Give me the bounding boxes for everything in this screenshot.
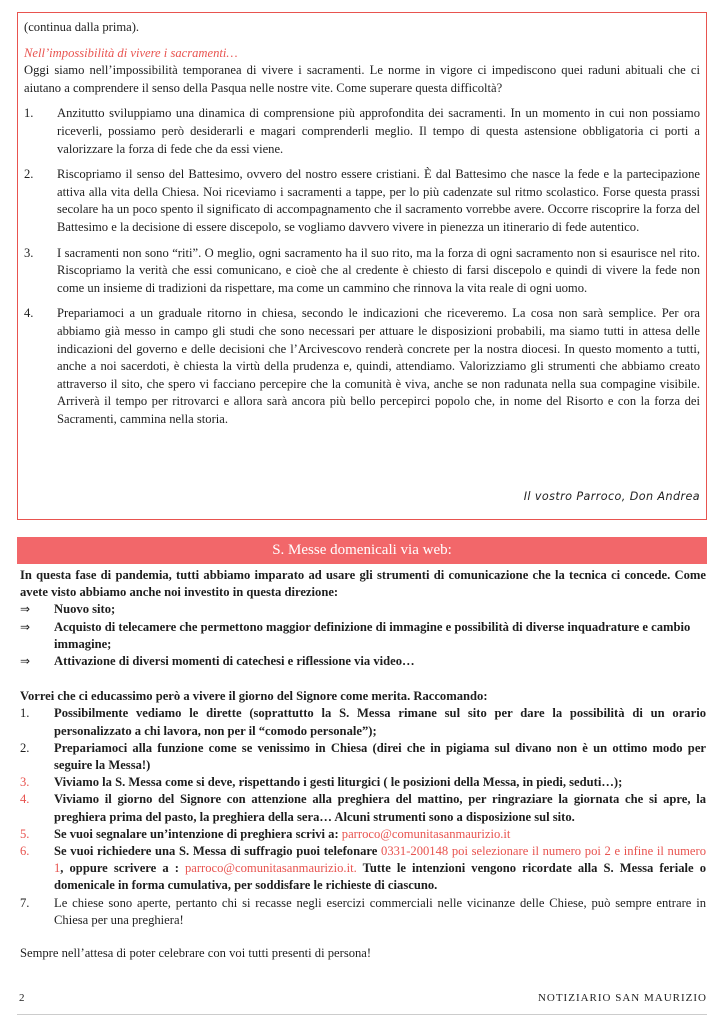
web-masses-banner: S. Messe domenicali via web: <box>17 537 707 564</box>
point-text: I sacramenti non sono “riti”. O meglio, ogni sacramento ha il suo rito, ma la forza di ogni sacramento non si esaurisce nel rito. Riscopriamo la verità che essi comunicano, e cioè che al credente è chiesto di farsi discepolo e quindi di vivere la fede non come un insieme di tradizioni da rispettare, ma come un cammino che rinnova la vita reale di ogni uomo. <box>57 245 700 295</box>
article-point <box>24 105 700 158</box>
rec-number: 1. <box>20 706 30 721</box>
rec-text: Prepariamoci alla funzione come se venissimo in Chiesa (direi che in pigiama sul divano non è un ottimo modo per seguire la Messa!) <box>54 740 706 773</box>
investments-list <box>20 601 706 670</box>
web-masses-section <box>20 567 706 962</box>
recommend-intro: Vorrei che ci educassimo però a vivere il giorno del Signore come merita. Raccomando: <box>20 689 488 704</box>
point-number: 4. <box>24 306 34 321</box>
rec-number: 6. <box>20 844 30 859</box>
point-text: Riscopriamo il senso del Battesimo, ovvero del nostro essere cristiani. È dal Battesimo che nasce la fede e la partecipazione attiva alla vita della Chiesa. Noi riceviamo i sacramenti a tappe, per lo più cadenzate sul ritmo scolastico. Forse questa prassi secolare ha un poco spento il significato di accompagnamento che il sacramento vorrebbe avere. Occorre riscoprire la forza del Battesimo e la decisione di essere discepolo, se vogliamo davvero vivere in pienezza un itinerario di fede autentico. <box>57 167 700 234</box>
footer-divider <box>17 1014 707 1015</box>
recommendation-item <box>20 791 706 825</box>
rec-text: Tutte le intenzioni vengono ricordate alla S. Messa feriale o domenicale in forma cumulativa, per soddisfare le richieste di ciascuno. <box>54 861 707 893</box>
point-text: Prepariamoci a un graduale ritorno in chiesa, secondo le indicazioni che riceveremo. La cosa non sarà semplice. Per ora abbiamo già messo in campo gli studi che sono necessari per attuare le disposizioni probabili, ma siamo tutti in attesa delle indicazioni del governo e delle decisioni che l’Arcivescovo renderà concrete per la nostra diocesi. In questo momento a tutti, anche a noi sacerdoti, è chiesta la virtù della prudenza e, quindi, attendiamo. Valorizziamo gli strumenti che abbiamo creato attraverso il sito, che spero vi facciano percepire che la comunità è viva, anche se non radunata nella sua compagine visibile. Arriverà il tempo per ritrovarci e allora sarà ancora più bello percepirci popolo che, in nome del Risorto e con la forza dei Sacramenti, cammina nella storia. <box>57 306 700 426</box>
recommendations-list <box>20 705 706 929</box>
mass-email-link[interactable]: parroco@comunitasanmaurizio.it. <box>184 861 357 876</box>
investment-item <box>20 619 706 653</box>
article-point <box>24 245 700 298</box>
rec-number: 3. <box>20 775 30 790</box>
investment-text: Attivazione di diversi momenti di catechesi e riflessione via video… <box>54 654 415 669</box>
rec-text: Viviamo la S. Messa come si deve, rispettando i gesti liturgici ( le posizioni della Messa, in piedi, seduti…); <box>54 775 623 790</box>
rec-number: 5. <box>20 826 30 841</box>
right-double-arrow-icon: ⇒ <box>20 602 31 617</box>
point-number: 3. <box>24 245 34 260</box>
rec-number: 4. <box>20 792 30 807</box>
article-point <box>24 166 700 236</box>
closing-line: Sempre nell’attesa di poter celebrare con voi tutti presenti di persona! <box>20 946 372 961</box>
rec-text: Le chiese sono aperte, pertanto chi si recasse negli esercizi commerciali nelle vicinanze delle Chiese, può sempre entrare in Chiesa per una preghiera! <box>54 895 706 927</box>
article-points <box>24 105 700 428</box>
investment-item <box>20 653 706 670</box>
rec-text: , oppure scrivere a : <box>60 861 185 876</box>
recommendation-item <box>20 774 706 791</box>
rec-number: 7. <box>20 895 30 910</box>
right-double-arrow-icon: ⇒ <box>20 654 31 669</box>
recommendation-item <box>20 843 706 895</box>
article-intro: Oggi siamo nell’impossibilità temporanea di vivere i sacramenti. Le norme in vigore ci impediscono quei raduni abituali che ci aiutano a comprendere il senso della Pasqua nelle nostre vite. Come superare questa difficoltà? <box>24 63 700 95</box>
recommendation-item <box>20 826 706 843</box>
recommendation-item <box>20 895 706 929</box>
page-number: 2 <box>19 992 25 1004</box>
rec-text: Possibilmente vediamo le dirette (soprattutto la S. Messa rimane sul sito per dare la possibilità di un orario personalizzato a chi lavora, non per il “comodo personale”); <box>54 706 706 738</box>
continuation-note: (continua dalla prima). <box>24 20 140 34</box>
article-point <box>24 305 700 428</box>
point-number: 2. <box>24 167 34 182</box>
point-text: Anzitutto sviluppiamo una dinamica di comprensione più approfondita dei sacramenti. In un momento in cui non possiamo riceverli, possiamo però desiderarli e magari comprenderli meglio. Il tempo di questa astensione obbligatoria ci porti a valorizzare la forza di fede che da essi viene. <box>57 106 700 156</box>
investment-text: Acquisto di telecamere che permettono maggior definizione di immagine e possibilità di diverse inquadrature e cambio immagine; <box>54 619 691 651</box>
publication-title: NOTIZIARIO SAN MAURIZIO <box>537 992 707 1004</box>
rec-text: Se vuoi richiedere una S. Messa di suffragio puoi telefonare <box>54 844 382 859</box>
investment-item <box>20 601 706 618</box>
web-intro: In questa fase di pandemia, tutti abbiamo imparato ad usare gli strumenti di comunicazione che la tecnica ci concede. Come avete visto abbiamo anche noi investito in questa direzione: <box>20 568 706 600</box>
rec-text: Viviamo il giorno del Signore con attenzione alla preghiera del mattino, per ringraziare la giornata che si apre, la preghiera prima del pasto, la preghiera della sera… Alcuni strumenti sono a disposizione sul sito. <box>54 792 706 824</box>
article-box <box>17 12 707 520</box>
rec-text: Se vuoi segnalare un’intenzione di preghiera scrivi a: <box>54 826 342 841</box>
prayer-email-link[interactable]: parroco@comunitasanmaurizio.it <box>341 826 511 841</box>
point-number: 1. <box>24 106 34 121</box>
rec-number: 2. <box>20 740 30 755</box>
phone-instructions: 0331-200148 poi selezionare il numero poi 2 e infine il numero 1 <box>54 844 707 876</box>
right-double-arrow-icon: ⇒ <box>20 619 31 634</box>
article-heading: Nell’impossibilità di vivere i sacramenti… <box>24 45 238 60</box>
recommendation-item <box>20 740 706 774</box>
recommendation-item <box>20 705 706 739</box>
parish-priest-signature: Il vostro Parroco, Don Andrea <box>523 490 700 504</box>
investment-text: Nuovo sito; <box>54 602 116 617</box>
